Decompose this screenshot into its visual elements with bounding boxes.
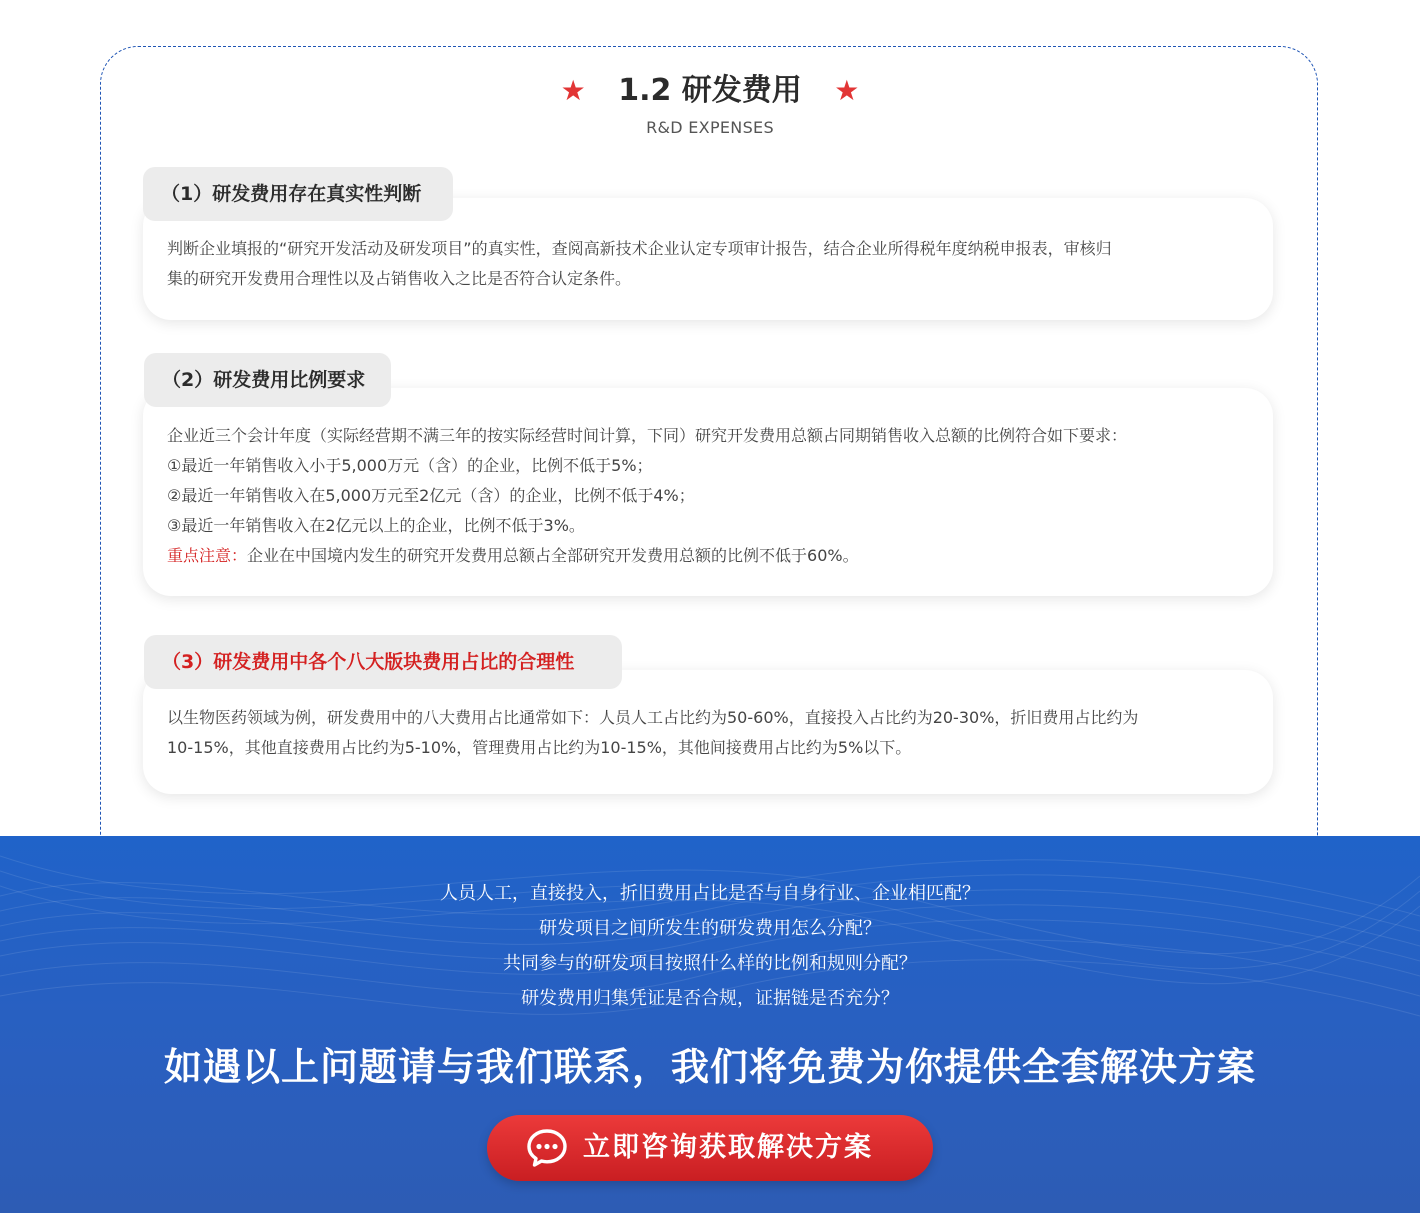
chat-bubble-icon bbox=[527, 1128, 567, 1168]
section-2-tab: （2）研发费用比例要求 bbox=[144, 353, 391, 407]
section-2-line-1: 企业近三个会计年度（实际经营期不满三年的按实际经营时间计算，下同）研究开发费用总额占同期销售收入总额的比例符合如下要求： bbox=[167, 426, 1128, 445]
note-text: 企业在中国境内发生的研究开发费用总额占全部研究开发费用总额的比例不低于60%。 bbox=[247, 546, 859, 565]
question-item-3: 共同参与的研发项目按照什么样的比例和规则分配？ bbox=[503, 953, 917, 974]
section-title bbox=[0, 68, 1420, 113]
note-label: 重点注意： bbox=[167, 546, 248, 565]
section-2-note bbox=[167, 541, 1249, 571]
page-subtitle: R&D EXPENSES bbox=[646, 118, 774, 137]
star-right-icon: ★ bbox=[834, 73, 860, 107]
section-3-line-1: 以生物医药领域为例，研发费用中的八大费用占比通常如下：人员人工占比约为50-60%，直接投入占比约为20-30%，折旧费用占比约为 bbox=[167, 708, 1139, 727]
section-2-line-3: ②最近一年销售收入在5,000万元至2亿元（含）的企业，比例不低于4%； bbox=[167, 486, 695, 505]
section-card-2 bbox=[143, 388, 1273, 596]
section-1-line-1: 判断企业填报的“研究开发活动及研发项目”的真实性，查阅高新技术企业认定专项审计报告，结合企业所得税年度纳税申报表，审核归 bbox=[167, 239, 1112, 258]
question-item-2: 研发项目之间所发生的研发费用怎么分配？ bbox=[539, 918, 881, 939]
cta-banner bbox=[0, 836, 1420, 1213]
question-item-4: 研发费用归集凭证是否合规，证据链是否充分？ bbox=[521, 988, 899, 1009]
question-list bbox=[0, 876, 1420, 1016]
section-2-line-4: ③最近一年销售收入在2亿元以上的企业，比例不低于3%。 bbox=[167, 516, 585, 535]
consult-button[interactable] bbox=[487, 1115, 933, 1181]
question-item-1: 人员人工，直接投入，折旧费用占比是否与自身行业、企业相匹配？ bbox=[440, 883, 980, 904]
star-left-icon: ★ bbox=[560, 73, 586, 107]
section-1-line-2: 集的研究开发费用合理性以及占销售收入之比是否符合认定条件。 bbox=[167, 269, 632, 288]
section-2-line-2: ①最近一年销售收入小于5,000万元（含）的企业，比例不低于5%； bbox=[167, 456, 653, 475]
cta-headline: 如遇以上问题请与我们联系，我们将免费为你提供全套解决方案 bbox=[163, 1045, 1256, 1089]
section-3-tab: （3）研发费用中各个八大版块费用占比的合理性 bbox=[144, 635, 622, 689]
section-3-line-2: 10-15%，其他直接费用占比约为5-10%，管理费用占比约为10-15%，其他间接费用占比约为5%以下。 bbox=[167, 738, 912, 757]
consult-button-label: 立即咨询获取解决方案 bbox=[583, 1132, 873, 1163]
page-title: 1.2 研发费用 bbox=[618, 72, 802, 108]
section-1-tab: （1）研发费用存在真实性判断 bbox=[143, 167, 453, 221]
